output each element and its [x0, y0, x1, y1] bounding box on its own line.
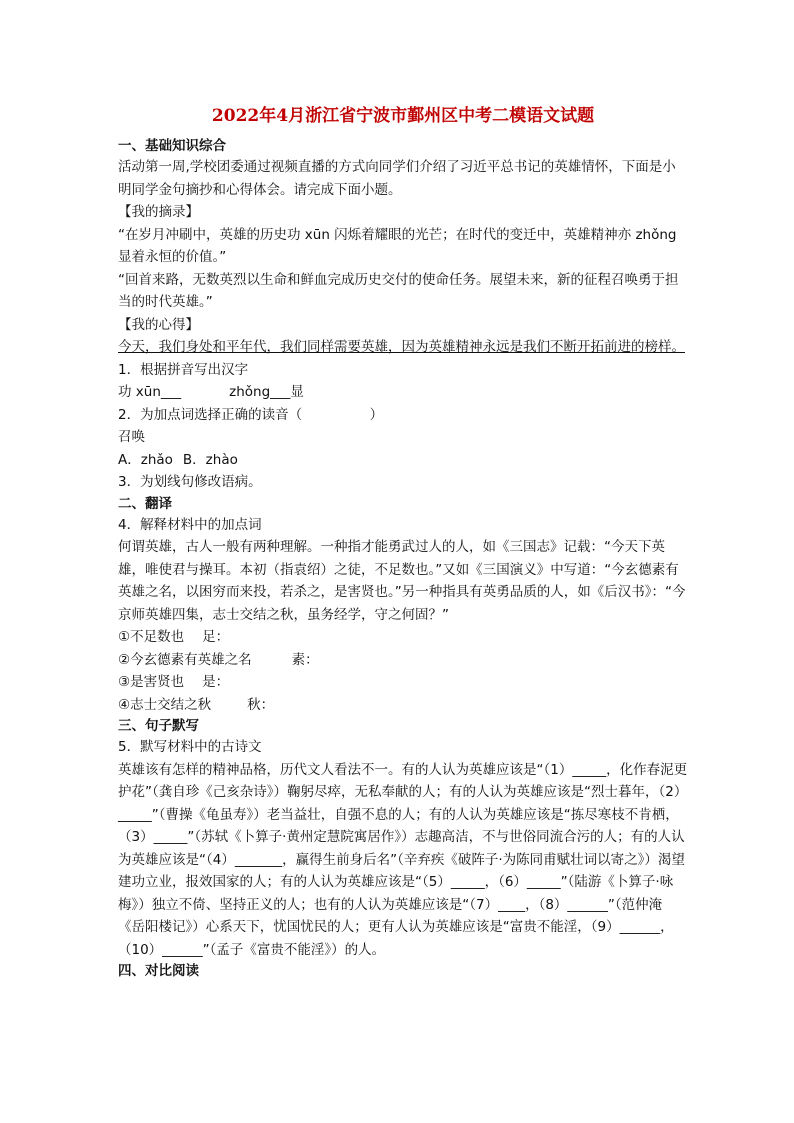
blank-xun: 功 xūn___	[118, 384, 182, 400]
reflection-label: 【我的心得】	[118, 316, 199, 333]
excerpt-label: 【我的摘录】	[118, 204, 199, 220]
word-item-2-key: 素：	[291, 651, 319, 668]
word-item-2	[118, 649, 688, 672]
blank-zhong: zhǒng___显	[229, 384, 304, 400]
document-body	[118, 104, 688, 981]
word-item-4-key: 秋：	[247, 696, 275, 713]
question-1: 1．根据拼音写出汉字	[118, 361, 249, 378]
word-item-2-text: ②今玄德素有英雄之名	[118, 651, 252, 668]
question-2-options	[118, 449, 688, 472]
dictation-passage: 英雄该有怎样的精神品格，历代文人看法不一。有的人认为英雄应该是“（1）_____，化作春泥更护花”（龚自珍《己亥杂诗》）鞠躬尽瘁，无私奉献的人；有的人认为英雄应该是“烈士暮年，（2）_____”（曹操《龟虽寿》）老当益壮，自强不息的人；有的人认为英雄应该是“拣尽寒枝不肯栖，（3）_____”（苏轼《卜算子·黄州定慧院寓居作》）志趣高洁，不与世俗同流合污的人；有的人认为英雄应该是“（4）_______，赢得生前身后名”（辛弃疾《破阵子·为陈同甫赋壮词以寄之》）渴望建功立业，报效国家的人；有的人认为英雄应该是“（5）_____，（6）_____”（陆游《卜算子·咏梅》）独立不倚、坚持正义的人；也有的人认为英雄应该是“（7）____，（8）______”（范仲淹《岳阳楼记》）心系天下，忧国忧民的人；更有人认为英雄应该是“富贵不能淫，（9）______，（10）______”（孟子《富贵不能淫》）的人。	[118, 761, 688, 958]
translation-passage: 何谓英雄，古人一般有两种理解。一种指才能勇武过人的人，如《三国志》记载：“今天下英雄，唯使君与操耳。本初（指袁绍）之徒，不足数也。”又如《三国演义》中写道：“今玄德素有英雄之名，以困穷而来投，若杀之，是害贤也。”另一种指具有英勇品质的人，如《后汉书》：“今京师英雄四集，志士交结之秋，虽务经学，守之何固？”	[118, 539, 686, 623]
section-heading-basic: 一、基础知识综合	[118, 138, 226, 154]
word-item-1-text: ①不足数也	[118, 629, 185, 645]
intro-paragraph: 活动第一周,学校团委通过视频直播的方式向同学们介绍了习近平总书记的英雄情怀，下面是小明同学金句摘抄和心得体会。请完成下面小题。	[118, 159, 676, 198]
word-item-3	[118, 671, 688, 694]
word-item-1-key: 足：	[202, 629, 230, 645]
excerpt-quote-1: “在岁月冲刷中，英雄的历史功 xūn 闪烁着耀眼的光芒；在时代的变迁中，英雄精神亦 zhǒng 显着永恒的价值。”	[118, 226, 677, 265]
page-title: 2022年4月浙江省宁波市鄞州区中考二模语文试题	[211, 106, 595, 126]
option-a: A．zhǎo	[118, 451, 173, 468]
question-5: 5．默写材料中的古诗文	[118, 739, 262, 755]
section-heading-translation: 二、翻译	[118, 495, 172, 512]
section-heading-comparative-reading: 四、对比阅读	[118, 963, 199, 979]
word-item-1	[118, 626, 688, 649]
word-item-3-key: 是：	[202, 674, 230, 690]
word-item-4	[118, 694, 688, 717]
question-1-blanks	[118, 381, 688, 404]
reflection-underlined-sentence: 今天，我们身处和平年代，我们同样需要英雄，因为英雄精神永远是我们不断开拓前进的榜样。	[118, 339, 685, 355]
question-2-word: 召唤	[118, 429, 145, 445]
word-item-4-text: ④志士交结之秋	[118, 696, 212, 713]
question-3: 3．为划线句修改语病。	[118, 474, 262, 490]
option-b: B．zhào	[182, 451, 238, 468]
section-heading-dictation: 三、句子默写	[118, 718, 199, 734]
question-2: 2．为加点词选择正确的读音（ ）	[118, 406, 384, 423]
word-item-3-text: ③是害贤也	[118, 674, 185, 690]
question-4: 4．解释材料中的加点词	[118, 516, 262, 533]
excerpt-quote-2: “回首来路，无数英烈以生命和鲜血完成历史交付的使命任务。展望未来，新的征程召唤勇于担当的时代英雄。”	[118, 271, 679, 310]
